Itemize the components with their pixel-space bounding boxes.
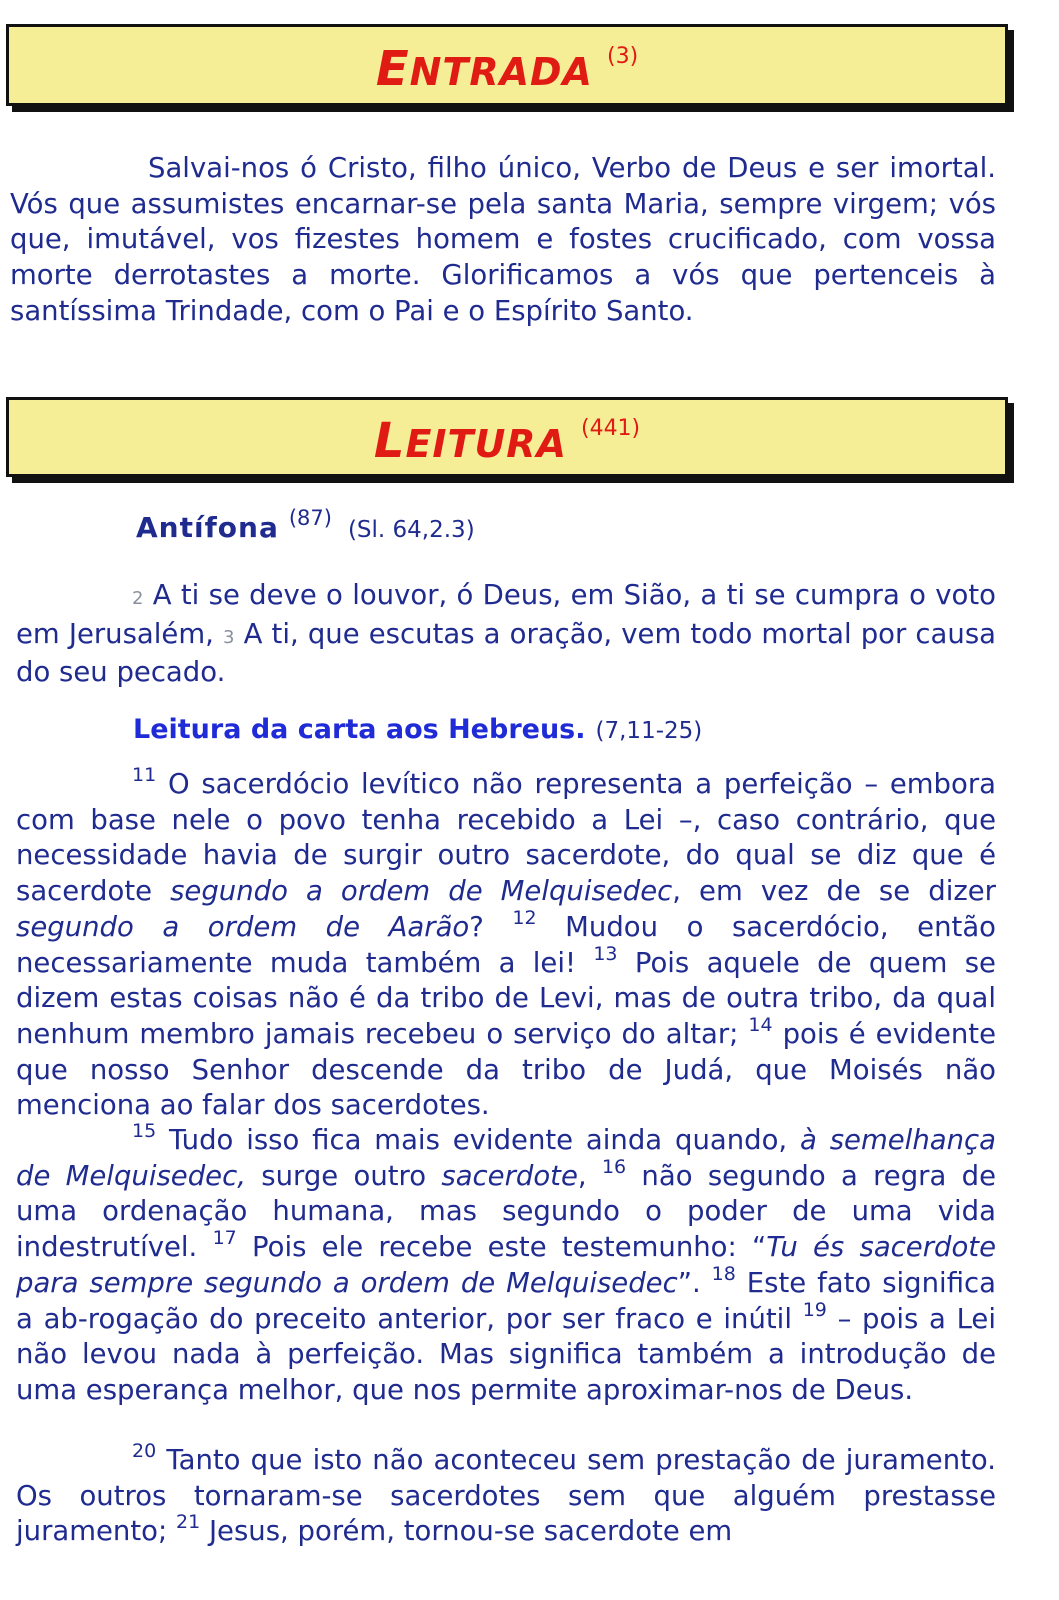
verse-text: Tudo isso fica mais evidente ainda quando, — [169, 1124, 788, 1156]
leitura-title: LEITURA — [373, 413, 567, 469]
verse-text: pois é evidente que nosso Senhor descende da tribo de Judá, que Moisés não menciona ao falar dos sacerdotes. — [16, 1017, 996, 1122]
verse-text: , — [577, 1159, 587, 1192]
verse-text: – pois a Lei não levou nada à perfeição. Mas significa também a introdução de uma esperança melhor, que nos permite aproximar-nos de Deus. — [16, 1302, 996, 1406]
entrada-banner — [6, 24, 1008, 106]
entrada-title: ENTRADA — [375, 41, 593, 97]
verse-number: 2 — [132, 588, 144, 609]
verse-text: Mudou o sacerdócio, então necessariamente muda também a lei! — [16, 910, 996, 979]
verse-text: ? — [469, 910, 484, 943]
verse-quote: Tu és sacerdote para sempre segundo a ordem de Melquisedec — [16, 1231, 996, 1299]
antifona-verse-3: A ti, que escutas a oração, vem todo mortal por causa do seu pecado. — [16, 617, 997, 689]
antifona-verse-2: A ti se deve o louvor, ó Deus, em Sião, a ti se cumpra o voto em Jerusalém, — [16, 579, 996, 650]
leitura-banner — [6, 397, 1008, 477]
verse-text: não segundo a regra de uma ordenação humana, mas segundo o poder de uma vida indestrutível. — [16, 1159, 996, 1264]
reading-paragraph — [16, 1440, 997, 1550]
verse-quote: segundo a ordem de Aarão — [16, 910, 470, 943]
entrada-text: Salvai-nos ó Cristo, filho único, Verbo de Deus e ser imortal. Vós que assumistes encarnar-se pela santa Maria, sempre virgem; vós que, imutável, vos fizestes homem e fostes crucificado, com vossa morte derrotastes a morte. Glorificamos a vós que pertenceis à santíssima Trindade, com o Pai e o Espírito Santo. — [10, 152, 996, 327]
verse-number: 3 — [223, 626, 235, 648]
antifona-label: Antífona — [136, 511, 279, 544]
antifona-source: (Sl. 64,2.3) — [347, 517, 475, 543]
reading-heading — [133, 714, 702, 745]
verse-number: 19 — [802, 1298, 827, 1321]
verse-quote: sacerdote — [441, 1159, 578, 1192]
antifona-ref: (87) — [288, 506, 332, 530]
verse-number: 13 — [593, 942, 618, 965]
verse-text: O sacerdócio levítico não representa a perfeição – embora com base nele o povo tenha recebido a Lei –, caso contrário, que necessidade havia de surgir outro sacerdote, do qual se diz que é sacerdote — [16, 768, 996, 908]
verse-number: 21 — [176, 1511, 201, 1534]
reading-ref: (7,11-25) — [595, 718, 703, 744]
antifona-heading — [136, 506, 475, 544]
reading-paragraph — [16, 1120, 996, 1409]
verse-quote: à semelhança de Melquisedec, — [16, 1124, 996, 1192]
verse-number: 12 — [512, 906, 537, 929]
verse-number: 18 — [711, 1262, 736, 1285]
entrada-ref: (3) — [606, 44, 639, 69]
verse-text: , em vez de se dizer — [672, 875, 996, 908]
leitura-ref: (441) — [580, 416, 641, 441]
verse-text: ”. — [677, 1266, 701, 1299]
verse-text: Pois aquele de quem se dizem estas coisas não é da tribo de Levi, mas de outra tribo, da qual nenhum membro jamais recebeu o serviço do altar; — [16, 946, 996, 1050]
antifona-text — [16, 578, 996, 691]
verse-number: 14 — [748, 1013, 773, 1036]
verse-number: 15 — [132, 1120, 157, 1142]
verse-number: 20 — [132, 1440, 157, 1462]
reading-paragraph — [16, 764, 996, 1124]
verse-number: 17 — [212, 1227, 237, 1250]
verse-number: 11 — [132, 764, 157, 786]
reading-title: Leitura da carta aos Hebreus. — [133, 714, 586, 745]
verse-text: surge outro — [261, 1159, 427, 1192]
verse-text: Tanto que isto não aconteceu sem prestação de juramento. Os outros tornaram-se sacerdotes sem que alguém prestasse juramento; — [16, 1444, 997, 1548]
verse-quote: segundo a ordem de Melquisedec — [170, 875, 673, 908]
verse-number: 16 — [601, 1155, 627, 1178]
verse-text: Pois ele recebe este testemunho: “ — [252, 1231, 767, 1264]
verse-text: Este fato significa a ab-rogação do preceito anterior, por ser fraco e inútil — [16, 1266, 996, 1335]
verse-text: Jesus, porém, tornou-se sacerdote em — [208, 1515, 733, 1548]
